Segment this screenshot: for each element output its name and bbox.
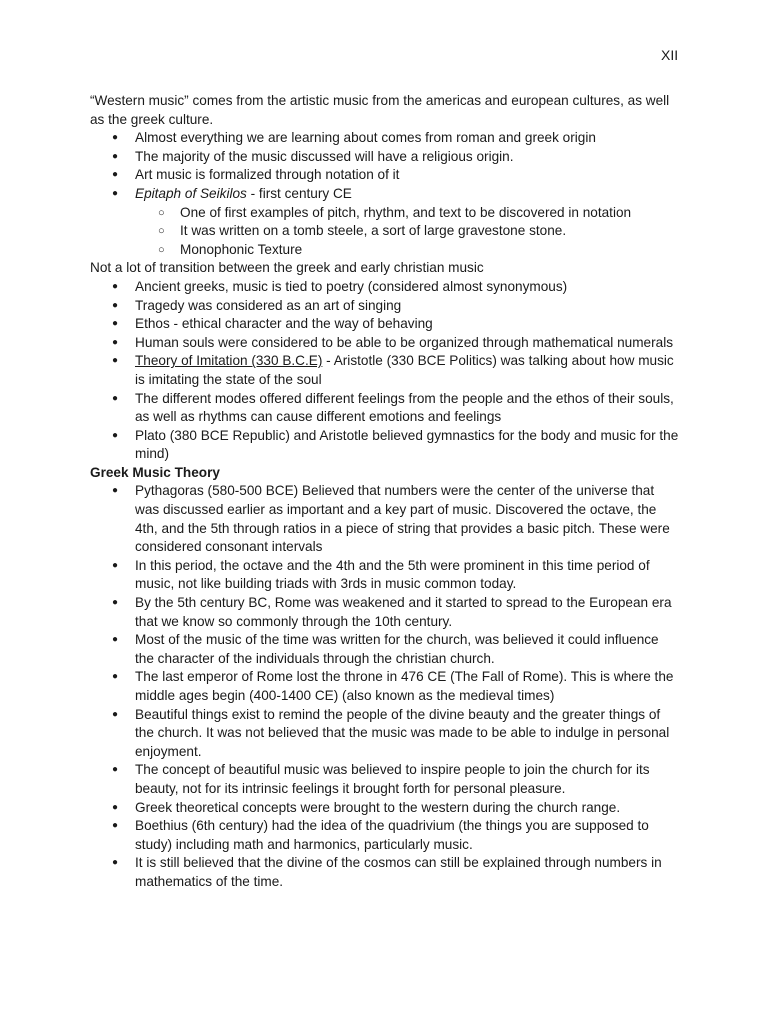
list-item: ● Art music is formalized through notation of it [90,166,680,185]
imitation-title: Theory of Imitation (330 B.C.E) [135,353,323,369]
list-item-epitaph [90,185,680,204]
list-item: ● Greek theoretical concepts were brought to the western during the church range. [90,799,680,818]
page-number: XII [661,47,679,63]
list-item: ● The different modes offered different feelings from the people and the ethos of their souls, as well as rhythms can cause different emotions and feelings [90,390,680,427]
list-item: ● In this period, the octave and the 4th and the 5th were prominent in this time period of music, not like building triads with 3rds in music common today. [90,557,680,594]
section-heading: Greek Music Theory [90,464,220,480]
list-item: ● It is still believed that the divine of the cosmos can still be explained through numbers in mathematics of the time. [90,854,680,891]
sub-list-item: ○ Monophonic Texture [90,241,680,260]
sub-list-item: ○ One of first examples of pitch, rhythm, and text to be discovered in notation [90,204,680,223]
list-item: ● By the 5th century BC, Rome was weakened and it started to spread to the European era that we know so commonly through the 10th century. [90,594,680,631]
imitation-rest: - Aristotle (330 BCE Politics) was talking about how music is imitating the state of the soul [135,353,674,387]
list-item: ● Most of the music of the time was written for the church, was believed it could influence the character of the individuals through the christian church. [90,631,680,668]
greek-bullet-list [90,278,680,464]
list-item-imitation [90,352,680,389]
transition-paragraph: Not a lot of transition between the greek and early christian music [90,260,484,276]
list-item: ● Boethius (6th century) had the idea of the quadrivium (the things you are supposed to study) including math and harmonics, particularly music. [90,817,680,854]
list-item: ● The majority of the music discussed will have a religious origin. [90,148,680,167]
list-item: ● The last emperor of Rome lost the throne in 476 CE (The Fall of Rome). This is where the middle ages begin (400-1400 CE) (also known as the medieval times) [90,668,680,705]
epitaph-suffix: - first century CE [246,185,352,201]
theory-bullet-list [90,482,680,891]
list-item: ● Pythagoras (580-500 BCE) Believed that numbers were the center of the universe that was discussed earlier as important and a key part of music. Discovered the octave, the 4th, and the 5th through ratios in a piece of string that provides a basic pitch. These were considered consonant intervals [90,482,680,556]
list-item: ● Almost everything we are learning about comes from roman and greek origin [90,129,680,148]
document-body [90,92,680,892]
list-item: ● The concept of beautiful music was believed to inspire people to join the church for its beauty, not for its intrinsic feelings it brought forth for personal pleasure. [90,761,680,798]
list-item: ● Plato (380 BCE Republic) and Aristotle believed gymnastics for the body and music for the mind) [90,427,680,464]
list-item: ● Human souls were considered to be able to be organized through mathematical numerals [90,334,680,353]
list-item: ● Tragedy was considered as an art of singing [90,297,680,316]
intro-paragraph: “Western music” comes from the artistic music from the americas and european cultures, as well as the greek culture. [90,93,670,127]
list-item: ● Beautiful things exist to remind the people of the divine beauty and the greater things of the church. It was not believed that the music was made to be able to indulge in personal enjoyment. [90,706,680,762]
list-item: ● Ethos - ethical character and the way of behaving [90,315,680,334]
list-item: ● Ancient greeks, music is tied to poetry (considered almost synonymous) [90,278,680,297]
epitaph-title: Epitaph of Seikilos [135,185,247,201]
intro-bullet-list [90,129,680,259]
sub-list-item: ○ It was written on a tomb steele, a sort of large gravestone stone. [90,222,680,241]
